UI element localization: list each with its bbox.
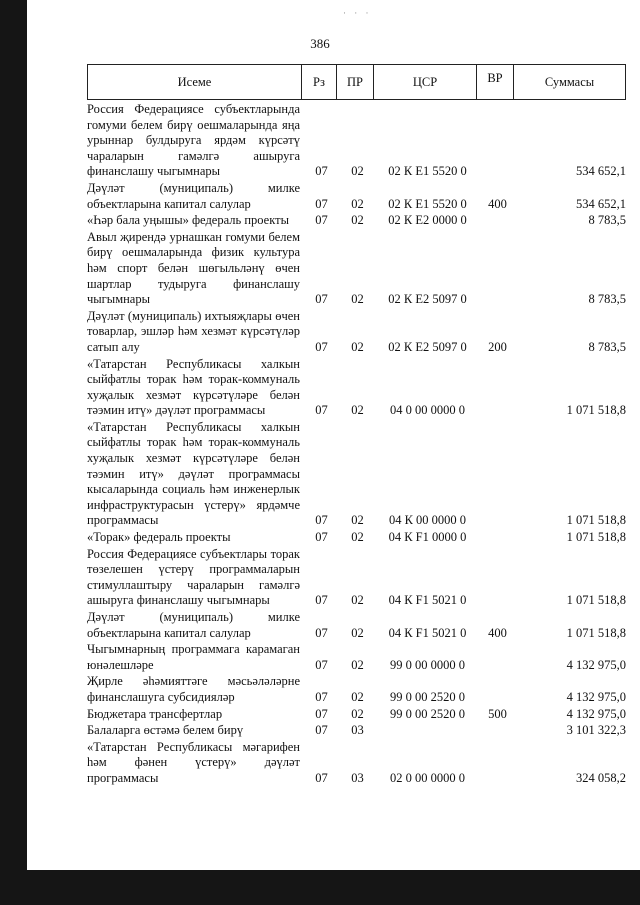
cell-sum: 4 132 975,0 <box>566 689 626 704</box>
cell-sum: 1 071 518,8 <box>566 593 626 608</box>
cell-rz: 07 <box>315 689 328 704</box>
cell-name: «Торак» федераль проекты <box>87 530 231 545</box>
table-row <box>87 529 626 546</box>
header-rz: Рз <box>301 65 336 99</box>
cell-vr <box>479 739 516 787</box>
cell-rz: 07 <box>315 339 328 354</box>
cell-vr: 200 <box>488 339 507 354</box>
cell-rz: 07 <box>315 530 328 545</box>
cell-csr: 02 К E1 5520 0 <box>388 196 467 211</box>
cell-rz: 07 <box>315 625 328 640</box>
scan-speck: · · · <box>343 8 372 18</box>
header-csr: ЦСР <box>373 65 476 99</box>
cell-rz: 07 <box>315 723 328 738</box>
cell-name: Россия Федерациясе субъектларында гомуми белем бирү оешмаларында яңа урыннар булдыруга ярдәм күрсәтү чараларын гамәлгә ашыруга финанслашу чыгымнары <box>87 102 300 179</box>
table-row <box>87 212 626 229</box>
table-row <box>87 308 626 356</box>
cell-pr: 02 <box>351 196 364 211</box>
header-pr: ПР <box>336 65 373 99</box>
cell-vr <box>479 673 516 705</box>
cell-sum: 8 783,5 <box>588 339 626 354</box>
cell-name: «Татарстан Республикасы халкын сыйфатлы торак һәм торак-коммуналь хуҗалык хезмәт күрсәтүләре белән тәэмин итү» дәүләт программасы <box>87 356 300 418</box>
cell-csr: 99 0 00 0000 0 <box>390 657 465 672</box>
cell-rz: 07 <box>315 196 328 211</box>
cell-pr: 02 <box>351 625 364 640</box>
cell-rz: 07 <box>315 513 328 528</box>
cell-rz: 07 <box>315 593 328 608</box>
scan-border-bottom <box>0 870 640 905</box>
cell-name: Җирле әһәмияттәге мәсьәләләрне финанслашуга субсидияләр <box>87 674 300 704</box>
cell-csr: 02 0 00 0000 0 <box>390 770 465 785</box>
cell-pr: 02 <box>351 657 364 672</box>
cell-csr: 99 0 00 2520 0 <box>390 689 465 704</box>
cell-name: «Татарстан Республикасы халкын сыйфатлы торак һәм торак-коммуналь хуҗалык хезмәт күрсәтүләре белән тәэмин итү» дәүләт программасы кысаларында социаль һәм инженерлык инфраструктурасын үстерү» ярдәмче программасы <box>87 419 300 528</box>
cell-pr: 02 <box>351 689 364 704</box>
cell-csr: 04 К F1 5021 0 <box>388 625 467 640</box>
cell-csr: 04 К 00 0000 0 <box>388 513 467 528</box>
cell-rz: 07 <box>315 770 328 785</box>
cell-rz: 07 <box>315 292 328 307</box>
header-name: Исеме <box>177 74 212 89</box>
cell-sum: 8 783,5 <box>588 213 626 228</box>
cell-name: Дәүләт (муниципаль) милке объектларына капитал салулар <box>87 180 300 211</box>
cell-vr: 500 <box>488 706 507 721</box>
cell-name: Авыл җирендә урнашкан гомуми белем бирү оешмаларында физик культура һәм спорт белән шөгыльләнү өчен шартлар тудыруга финанслашу чыгымнары <box>87 229 300 307</box>
cell-pr: 02 <box>351 339 364 354</box>
table-row <box>87 356 626 419</box>
cell-sum: 1 071 518,8 <box>566 403 626 418</box>
cell-name: «Һәр бала уңышы» федераль проекты <box>87 213 289 228</box>
page-number: 386 <box>310 36 330 51</box>
cell-sum: 534 652,1 <box>576 196 626 211</box>
cell-name: Балаларга өстәмә белем бирү <box>87 723 244 738</box>
cell-rz: 07 <box>315 164 328 179</box>
cell-name: Дәүләт (муниципаль) ихтыяҗлары өчен товарлар, эшләр һәм хезмәт күрсәтүләр сатып алу <box>87 308 300 354</box>
cell-vr <box>479 722 516 739</box>
cell-name: Россия Федерациясе субъектлары торак төзелешен үстерү программаларын стимуллаштыру чараларын гамәлгә ашыруга финанслашу чыгымнары <box>87 546 300 608</box>
cell-name: Бюджетара трансфертлар <box>87 706 223 721</box>
cell-vr: 400 <box>488 196 507 211</box>
table-row <box>87 739 626 787</box>
table-row <box>87 229 626 308</box>
cell-sum: 1 071 518,8 <box>566 513 626 528</box>
cell-sum: 324 058,2 <box>576 770 626 785</box>
cell-vr <box>479 529 516 546</box>
cell-vr <box>479 101 516 180</box>
table-row <box>87 101 626 180</box>
cell-csr: 04 0 00 0000 0 <box>390 403 465 418</box>
table-row <box>87 706 626 723</box>
cell-csr: 02 К E1 5520 0 <box>388 164 467 179</box>
cell-rz: 07 <box>315 706 328 721</box>
header-vr: ВР <box>476 65 513 99</box>
cell-sum: 8 783,5 <box>588 292 626 307</box>
cell-pr: 03 <box>351 770 364 785</box>
table-row <box>87 546 626 609</box>
scan-border-left <box>0 0 27 905</box>
table-row <box>87 609 626 641</box>
table-row <box>87 673 626 705</box>
cell-pr: 02 <box>351 292 364 307</box>
cell-pr: 03 <box>351 723 364 738</box>
cell-pr: 02 <box>351 593 364 608</box>
cell-csr: 04 К F1 0000 0 <box>388 530 467 545</box>
cell-vr <box>479 419 516 529</box>
table-header <box>87 64 626 100</box>
table-row <box>87 419 626 529</box>
cell-vr <box>479 546 516 609</box>
cell-vr: 400 <box>488 625 507 640</box>
header-sum: Суммасы <box>513 65 625 99</box>
cell-sum: 534 652,1 <box>576 164 626 179</box>
budget-table <box>87 101 626 787</box>
cell-rz: 07 <box>315 403 328 418</box>
cell-name: «Татарстан Республикасы мәгарифен һәм фәнен үстерү» дәүләт программасы <box>87 739 300 785</box>
cell-csr: 02 К E2 0000 0 <box>388 213 467 228</box>
cell-sum: 3 101 322,3 <box>566 723 626 738</box>
cell-pr: 02 <box>351 513 364 528</box>
cell-sum: 1 071 518,8 <box>566 530 626 545</box>
cell-name: Чыгымнарның программага карамаган юнәлешләре <box>87 642 300 672</box>
cell-pr: 02 <box>351 706 364 721</box>
cell-name: Дәүләт (муниципаль) милке объектларына капитал салулар <box>87 610 300 640</box>
cell-vr <box>479 641 516 673</box>
cell-csr: 99 0 00 2520 0 <box>390 706 465 721</box>
cell-vr <box>479 229 516 308</box>
cell-sum: 1 071 518,8 <box>566 625 626 640</box>
cell-sum: 4 132 975,0 <box>566 657 626 672</box>
cell-pr: 02 <box>351 164 364 179</box>
cell-rz: 07 <box>315 657 328 672</box>
cell-csr: 04 К F1 5021 0 <box>388 593 467 608</box>
cell-rz: 07 <box>315 213 328 228</box>
cell-sum: 4 132 975,0 <box>566 706 626 721</box>
table-row <box>87 641 626 673</box>
cell-pr: 02 <box>351 530 364 545</box>
cell-pr: 02 <box>351 213 364 228</box>
table-row <box>87 180 626 212</box>
cell-csr: 02 К E2 5097 0 <box>388 339 467 354</box>
cell-vr <box>479 212 516 229</box>
cell-csr <box>376 722 479 739</box>
cell-csr: 02 К E2 5097 0 <box>388 292 467 307</box>
table-row <box>87 722 626 739</box>
cell-vr <box>479 356 516 419</box>
cell-pr: 02 <box>351 403 364 418</box>
